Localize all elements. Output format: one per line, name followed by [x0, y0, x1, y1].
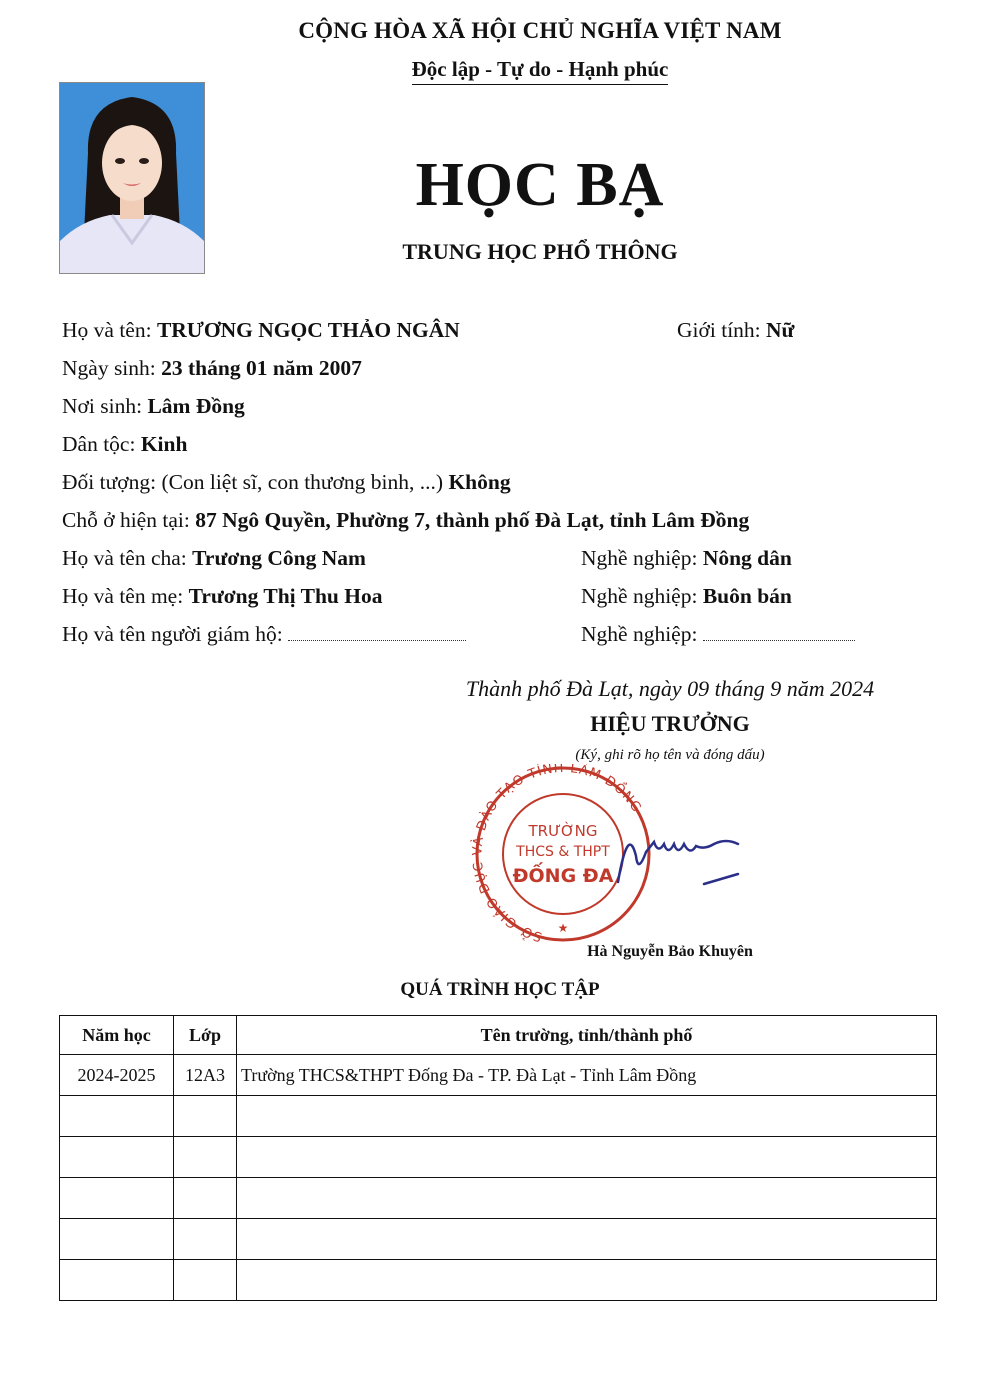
principal-title: HIỆU TRƯỞNG	[590, 711, 750, 736]
guardian-job-blank	[703, 624, 855, 641]
table-row	[60, 1096, 937, 1137]
cell-school-year: 2024-2025	[60, 1055, 174, 1096]
ethnicity-value: Kinh	[140, 432, 188, 456]
header-school-year: Năm học	[60, 1016, 174, 1055]
row-birthplace	[62, 394, 245, 419]
cell-school-name	[237, 1178, 937, 1219]
table-row	[60, 1137, 937, 1178]
father-label: Họ và tên cha:	[62, 546, 193, 570]
row-father-job	[581, 546, 792, 571]
stamp-line1: TRƯỜNG	[528, 822, 598, 840]
header-class: Lớp	[174, 1016, 237, 1055]
table-row	[60, 1055, 937, 1096]
full-name-label: Họ và tên:	[62, 318, 157, 342]
nation-heading: CỘNG HÒA XÃ HỘI CHỦ NGHĨA VIỆT NAM	[298, 18, 782, 43]
face	[102, 125, 162, 201]
cell-class	[174, 1260, 237, 1301]
signature-underline	[704, 874, 738, 884]
ethnicity-label: Dân tộc:	[62, 432, 141, 456]
dob-value: 23 tháng 01 năm 2007	[161, 356, 362, 380]
header-school-name: Tên trường, tỉnh/thành phố	[237, 1016, 937, 1055]
table-row	[60, 1178, 937, 1219]
motto-text: Độc lập - Tự do - Hạnh phúc	[412, 57, 669, 85]
birthplace-value: Lâm Đồng	[147, 394, 245, 418]
document-subtitle: TRUNG HỌC PHỔ THÔNG	[402, 239, 678, 264]
cell-school-name	[237, 1096, 937, 1137]
cell-school-year	[60, 1219, 174, 1260]
motto-container	[240, 57, 840, 85]
row-gender	[677, 318, 794, 343]
signature-note: (Ký, ghi rõ họ tên và đóng dấu)	[575, 747, 765, 763]
cell-school-year	[60, 1178, 174, 1219]
category-label: Đối tượng: (Con liệt sĩ, con thương binh, ...)	[62, 470, 449, 494]
row-ethnicity	[62, 432, 187, 457]
mother-job-label: Nghề nghiệp:	[581, 584, 703, 608]
cell-school-year	[60, 1260, 174, 1301]
address-label: Chỗ ở hiện tại:	[62, 508, 196, 532]
left-eye	[115, 158, 125, 164]
stamp-graphic	[468, 764, 758, 944]
row-address	[62, 508, 749, 533]
mother-job-value: Buôn bán	[702, 584, 792, 608]
cell-class	[174, 1096, 237, 1137]
cell-school-name: Trường THCS&THPT Đống Đa - TP. Đà Lạt - Tỉnh Lâm Đồng	[237, 1055, 937, 1096]
history-header-row	[60, 1016, 937, 1055]
row-dob	[62, 356, 362, 381]
cell-class	[174, 1137, 237, 1178]
guardian-blank	[288, 624, 466, 641]
row-mother-job	[581, 584, 792, 609]
full-name-value: TRƯƠNG NGỌC THẢO NGÂN	[156, 318, 460, 342]
handwritten-signature	[618, 841, 738, 882]
mother-label: Họ và tên mẹ:	[62, 584, 189, 608]
row-guardian	[62, 622, 466, 647]
history-title: QUÁ TRÌNH HỌC TẬP	[400, 979, 600, 1000]
history-table	[59, 1015, 937, 1301]
cell-class	[174, 1178, 237, 1219]
gender-value: Nữ	[766, 318, 795, 342]
category-value: Không	[448, 470, 511, 494]
cell-school-year	[60, 1137, 174, 1178]
cell-class: 12A3	[174, 1055, 237, 1096]
row-father	[62, 546, 366, 571]
row-full-name	[62, 318, 460, 343]
cell-school-name	[237, 1137, 937, 1178]
document-title: HỌC BẠ	[415, 151, 665, 219]
birthplace-label: Nơi sinh:	[62, 394, 148, 418]
stamp-line3: ĐỐNG ĐA	[512, 865, 614, 887]
row-mother	[62, 584, 382, 609]
portrait-image	[60, 83, 204, 273]
student-photo	[59, 82, 205, 274]
cell-school-name	[237, 1219, 937, 1260]
signer-name: Hà Nguyễn Bảo Khuyên	[587, 943, 753, 960]
father-job-label: Nghề nghiệp:	[581, 546, 703, 570]
mother-value: Trương Thị Thu Hoa	[188, 584, 383, 608]
father-job-value: Nông dân	[702, 546, 792, 570]
stamp-star: ★	[557, 921, 569, 935]
gender-label: Giới tính:	[677, 318, 767, 342]
dob-label: Ngày sinh:	[62, 356, 162, 380]
table-row	[60, 1219, 937, 1260]
father-value: Trương Công Nam	[192, 546, 366, 570]
row-category	[62, 470, 511, 495]
cell-school-name	[237, 1260, 937, 1301]
cell-school-year	[60, 1096, 174, 1137]
table-row	[60, 1260, 937, 1301]
stamp-line2: THCS & THPT	[516, 844, 610, 860]
stamp-ring-text: SỞ GIÁO DỤC VÀ ĐÀO TẠO TỈNH LÂM ĐỒNG	[470, 764, 645, 944]
date-line: Thành phố Đà Lạt, ngày 09 tháng 9 năm 2024	[465, 676, 875, 701]
address-value: 87 Ngô Quyền, Phường 7, thành phố Đà Lạt, tỉnh Lâm Đồng	[195, 508, 750, 532]
right-eye	[139, 158, 149, 164]
cell-class	[174, 1219, 237, 1260]
guardian-label: Họ và tên người giám hộ:	[62, 622, 289, 646]
guardian-job-label: Nghề nghiệp:	[581, 622, 703, 646]
row-guardian-job	[581, 622, 855, 647]
school-stamp	[468, 764, 758, 944]
